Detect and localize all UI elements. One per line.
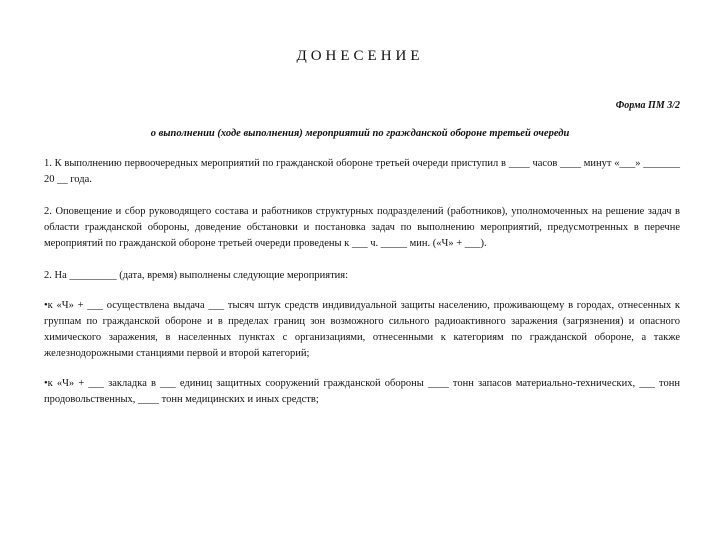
document-subtitle: о выполнении (ходе выполнения) мероприятий по гражданской обороне третьей очереди [150,128,570,139]
document-title: ДОНЕСЕНИЕ [296,48,424,64]
paragraph-completed-intro: 2. На _________ (дата, время) выполнены следующие мероприятия: [44,270,349,281]
paragraph-bullet-shelters: •к «Ч» + ___ закладка в ___ единиц защитных сооружений гражданской обороны ____ тонн запасов материально-технических, ___ тонн продовольственных, ____ тонн медицинских и иных средств; [44,378,680,405]
form-label: Форма ПМ 3/2 [615,100,680,111]
paragraph-notification: 2. Оповещение и сбор руководящего состава и работников структурных подразделений (работников), уполномоченных на решение задач в области гражданской обороны, доведение обстановки и постановка задач по выполнению мероприятий, предусмотренных в перечне мероприятий по гражданской обороне третьей очереди проведены к ___ ч. _____ мин. («Ч» + ___). [44,206,680,249]
paragraph-start-time: 1. К выполнению первоочередных мероприятий по гражданской обороне третьей очереди приступил в ____ часов ____ минут «___» _______ 20 __ года. [44,158,680,185]
paragraph-bullet-ppe: •к «Ч» + ___ осуществлена выдача ___ тысяч штук средств индивидуальной защиты населению, проживающему в городах, отнесенных к группам по гражданской обороне и в пределах границ зон возможного сильного радиоактивного заражения (загрязнения) и опасного химического заражения, в населенных пунктах с организациями, отнесенными к категориям по гражданской обороне, а также железнодорожными станциями первой и второй категорий; [44,300,680,359]
document-body [44,156,680,424]
